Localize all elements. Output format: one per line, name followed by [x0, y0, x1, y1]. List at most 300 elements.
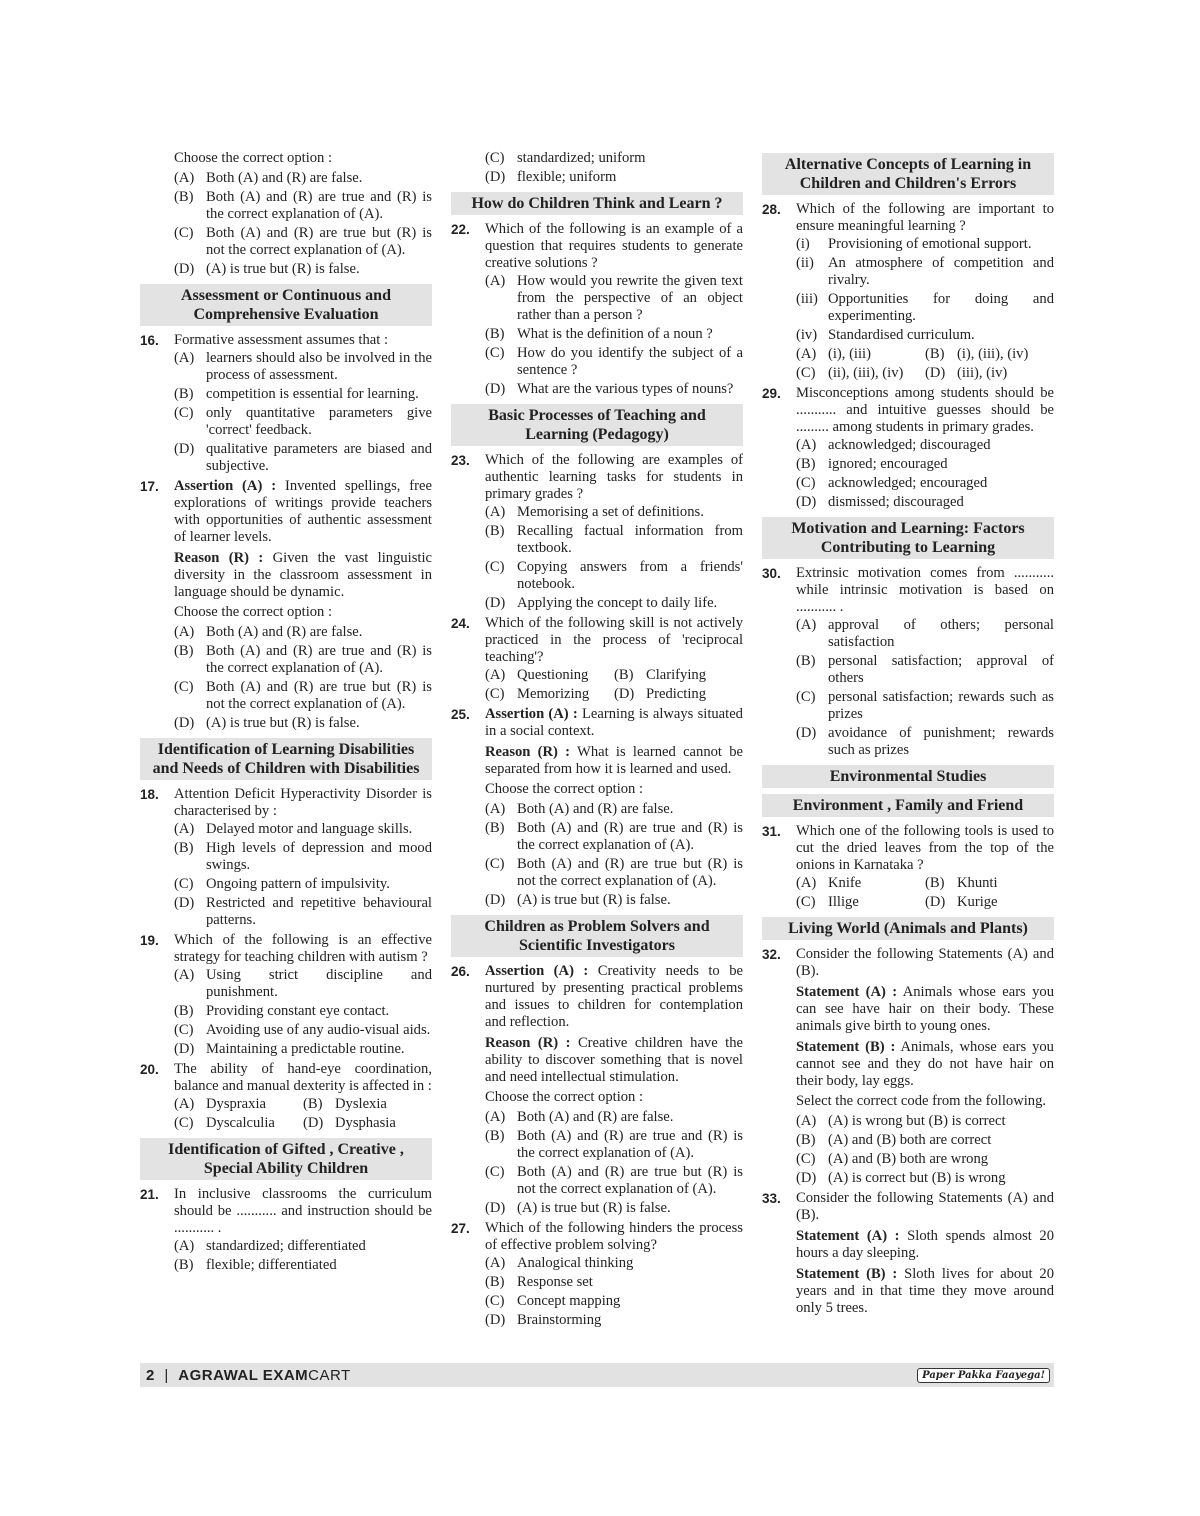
option-text: acknowledged; encouraged: [828, 475, 988, 491]
option-text: Knife: [828, 875, 862, 891]
statement-text: Sloth lives for about 20 years and in that time they move around only 5 trees.: [796, 1266, 1054, 1316]
option-label: (D): [174, 715, 195, 731]
option-text: avoidance of punishment; rewards such as prizes: [828, 725, 1054, 758]
question-number: 33.: [762, 1191, 781, 1206]
options-q22: [451, 273, 743, 398]
question-number: 30.: [762, 566, 781, 581]
option-item: [485, 1255, 743, 1272]
option-label: (A): [174, 624, 195, 640]
option-text: Questioning: [517, 667, 589, 683]
option-text: ignored; encouraged: [828, 456, 948, 472]
option-item: [174, 643, 432, 677]
option-text: Response set: [517, 1274, 593, 1290]
tagline-stamp: Paper Pakka Faayega!: [917, 1368, 1050, 1383]
option-item: [174, 386, 432, 403]
option-item: [485, 801, 743, 818]
option-item: [174, 840, 432, 874]
assertion-text: Invented spellings, free explorations of writings provide teachers with opportunities of authentic assessment of learner levels.: [174, 478, 432, 545]
option-label: (B): [485, 523, 505, 539]
question-text: Misconceptions among students should be ........... and intuitive guesses should be ......... among students in primary grades.: [796, 385, 1054, 435]
statement-text: Animals whose ears you can see have hair on their body. These animals give birth to young ones.: [796, 984, 1055, 1034]
option-label: (A): [174, 821, 195, 837]
option-label: (B): [174, 1003, 194, 1019]
question-number: 29.: [762, 386, 781, 401]
option-text: dismissed; discouraged: [828, 494, 964, 510]
question-text: In inclusive classrooms the curriculum should be ........... and instruction should be ........... .: [174, 1186, 432, 1236]
option-text: (A) and (B) both are wrong: [828, 1151, 989, 1167]
option-text: Brainstorming: [517, 1312, 602, 1328]
option-item: [174, 679, 432, 713]
option-row: [796, 346, 1054, 363]
option-text: How do you identify the subject of a sentence ?: [517, 345, 743, 378]
option-label: (C): [796, 1151, 816, 1167]
option-item: [174, 967, 432, 1001]
option-item: [796, 327, 1054, 344]
option-text: acknowledged; discouraged: [828, 437, 991, 453]
option-label: (C): [174, 225, 194, 241]
option-item: [485, 820, 743, 854]
question-number: 17.: [140, 479, 159, 494]
section-heading: How do Children Think and Learn ?: [451, 192, 743, 215]
option-item: [174, 624, 432, 641]
option-label: (C): [174, 876, 194, 892]
option-text: Dysphasia: [335, 1115, 396, 1131]
question-28: [762, 201, 1054, 235]
option-text: Both (A) and (R) are false.: [206, 170, 363, 186]
question-number: 28.: [762, 202, 781, 217]
options-q27: [451, 1255, 743, 1329]
option-row: [485, 686, 743, 703]
options-q23: [451, 504, 743, 612]
option-item: [485, 169, 743, 186]
option-item: [174, 821, 432, 838]
option-text: (A) is correct but (B) is wrong: [828, 1170, 1006, 1186]
choose-option-text: Choose the correct option :: [485, 1089, 644, 1105]
option-item: [174, 1041, 432, 1058]
reason-label: Reason (R) :: [174, 550, 264, 566]
statement-label: Statement (B) :: [796, 1266, 898, 1282]
options-q28: [762, 346, 1054, 382]
option-label: (C): [485, 1293, 505, 1309]
option-item: [174, 1238, 432, 1255]
options-q24: [451, 667, 743, 703]
option-text: Both (A) and (R) are true but (R) is not the correct explanation of (A).: [517, 856, 743, 889]
option-text: Illige: [828, 894, 859, 910]
option-item: [485, 856, 743, 890]
option-text: Clarifying: [646, 667, 706, 683]
option-label: (D): [614, 686, 635, 702]
question-text: Which of the following are important to ensure meaningful learning ?: [796, 201, 1054, 234]
option-item: [796, 456, 1054, 473]
option-text: (A) is true but (R) is false.: [206, 261, 360, 277]
option-item: [485, 1164, 743, 1198]
option-item: [485, 504, 743, 521]
option-label: (B): [485, 1128, 505, 1144]
section-heading: Basic Processes of Teaching and Learning (Pedagogy): [451, 404, 743, 446]
option-text: Dyspraxia: [206, 1096, 266, 1112]
reason-label: Reason (R) :: [485, 1035, 571, 1051]
reason-text: Creative children have the ability to discover something that is novel and need intellectual stimulation.: [485, 1035, 743, 1085]
option-text: (A) is true but (R) is false.: [517, 1200, 671, 1216]
option-text: flexible; uniform: [517, 169, 617, 185]
choose-option-text: Choose the correct option :: [485, 781, 644, 797]
page-number: 2: [146, 1366, 155, 1384]
statement-text: Animals, whose ears you cannot see and they do not have hair on their body, lay eggs.: [796, 1039, 1054, 1089]
statement-b-32: [796, 1039, 1054, 1090]
option-label: (A): [174, 967, 195, 983]
option-text: (i), (iii), (iv): [957, 346, 1029, 362]
question-number: 31.: [762, 824, 781, 839]
option-text: Providing constant eye contact.: [206, 1003, 390, 1019]
option-label: (D): [485, 381, 506, 397]
options-q30: [762, 617, 1054, 759]
option-row: [485, 667, 743, 684]
option-item: [303, 1096, 432, 1113]
question-26: [451, 963, 743, 1031]
option-label: (A): [796, 437, 817, 453]
option-label: (ii): [796, 255, 814, 271]
option-item: [925, 346, 1054, 363]
assertion-label: Assertion (A) :: [485, 706, 578, 722]
option-text: (i), (iii): [828, 346, 871, 362]
option-label: (C): [796, 365, 816, 381]
section-heading: Environmental Studies: [762, 765, 1054, 788]
question-22: [451, 221, 743, 272]
brand-logo: [178, 1367, 350, 1384]
option-item: [485, 1293, 743, 1310]
option-item: [174, 715, 432, 732]
section-heading: Assessment or Continuous and Comprehensive Evaluation: [140, 284, 432, 326]
options-q21-cont: [451, 150, 743, 186]
question-27: [451, 1220, 743, 1254]
section-heading: Children as Problem Solvers and Scientific Investigators: [451, 915, 743, 957]
option-label: (B): [796, 1132, 816, 1148]
option-text: competition is essential for learning.: [206, 386, 419, 402]
column-3: [762, 150, 1054, 1320]
option-text: (iii), (iv): [957, 365, 1008, 381]
choose-option-text: Choose the correct option :: [174, 150, 333, 166]
option-text: (A) is true but (R) is false.: [206, 715, 360, 731]
option-text: Ongoing pattern of impulsivity.: [206, 876, 390, 892]
option-text: Both (A) and (R) are true and (R) is the correct explanation of (A).: [517, 1128, 743, 1161]
option-label: (A): [796, 346, 817, 362]
option-text: Both (A) and (R) are true and (R) is the correct explanation of (A).: [517, 820, 743, 853]
option-text: Khunti: [957, 875, 998, 891]
option-label: (D): [485, 595, 506, 611]
option-item: [174, 1096, 303, 1113]
option-item: [485, 326, 743, 343]
option-label: (C): [796, 894, 816, 910]
option-item: [485, 345, 743, 379]
option-item: [174, 189, 432, 223]
option-item: [174, 1022, 432, 1039]
option-label: (B): [174, 189, 194, 205]
option-label: (C): [174, 679, 194, 695]
option-item: [614, 667, 743, 684]
option-item: [796, 365, 925, 382]
options-q16: [140, 350, 432, 475]
question-text: Formative assessment assumes that :: [174, 332, 389, 348]
option-item: [796, 291, 1054, 325]
option-item: [796, 653, 1054, 687]
options-q18: [140, 821, 432, 929]
option-text: Both (A) and (R) are true and (R) is the correct explanation of (A).: [206, 643, 432, 676]
choose-option-text: Choose the correct option :: [174, 604, 333, 620]
option-label: (C): [174, 1022, 194, 1038]
question-text: Which of the following is an example of a question that requires students to generate creative solutions ?: [485, 221, 743, 271]
option-item: [174, 261, 432, 278]
question-number: 23.: [451, 453, 470, 468]
option-item: [485, 892, 743, 909]
question-21: [140, 1186, 432, 1237]
brand-name-light: CART: [308, 1366, 351, 1384]
option-text: What are the various types of nouns?: [517, 381, 734, 397]
option-label: (iv): [796, 327, 818, 343]
statement-a-33: [796, 1228, 1054, 1262]
option-item: [485, 1312, 743, 1329]
question-number: 20.: [140, 1062, 159, 1077]
option-label: (C): [485, 686, 505, 702]
question-20: [140, 1061, 432, 1095]
options-q25: [451, 801, 743, 909]
section-heading: Identification of Learning Disabilities and Needs of Children with Disabilities: [140, 738, 432, 780]
option-label: (C): [485, 150, 505, 166]
option-item: [485, 559, 743, 593]
option-label: (A): [485, 1255, 506, 1271]
question-25: [451, 706, 743, 740]
option-label: (A): [485, 667, 506, 683]
question-text: Which one of the following tools is used to cut the dried leaves from the top of the onions in Karnataka ?: [796, 823, 1054, 873]
question-number: 16.: [140, 333, 159, 348]
option-label: (D): [485, 1312, 506, 1328]
option-item: [796, 1113, 1054, 1130]
question-number: 26.: [451, 964, 470, 979]
option-text: personal satisfaction; rewards such as prizes: [828, 689, 1054, 722]
option-text: Dyscalculia: [206, 1115, 275, 1131]
option-item: [174, 876, 432, 893]
question-text: Which of the following hinders the process of effective problem solving?: [485, 1220, 743, 1253]
option-item: [796, 894, 925, 911]
assertion-label: Assertion (A) :: [485, 963, 589, 979]
statement-a-32: [796, 984, 1054, 1035]
question-number: 19.: [140, 933, 159, 948]
option-row: [174, 1115, 432, 1132]
option-item: [925, 365, 1054, 382]
question-text: Which of the following skill is not actively practiced in the process of 'reciprocal teaching'?: [485, 615, 743, 665]
section-heading: Alternative Concepts of Learning in Children and Children's Errors: [762, 153, 1054, 195]
option-item: [303, 1115, 432, 1132]
option-row: [796, 894, 1054, 911]
option-label: (D): [925, 365, 946, 381]
reason-25: [485, 744, 743, 778]
options-q17: [140, 624, 432, 732]
question-17: [140, 478, 432, 546]
assertion-text: Learning is always situated in a social context.: [485, 706, 743, 739]
option-item: [796, 1170, 1054, 1187]
option-label: (A): [796, 875, 817, 891]
option-label: (A): [796, 617, 817, 633]
option-text: How would you rewrite the given text from the perspective of an object rather than a person ?: [517, 273, 743, 323]
option-text: standardized; uniform: [517, 150, 646, 166]
options-q15: [140, 170, 432, 278]
option-text: Both (A) and (R) are true and (R) is the correct explanation of (A).: [206, 189, 432, 222]
option-item: [485, 667, 614, 684]
reason-label: Reason (R) :: [485, 744, 571, 760]
option-text: (A) and (B) both are correct: [828, 1132, 992, 1148]
statements-q28: [762, 236, 1054, 344]
option-label: (B): [485, 820, 505, 836]
option-label: (D): [485, 892, 506, 908]
question-text: Which of the following are examples of authentic learning tasks for students in primary grades ?: [485, 452, 743, 502]
option-label: (A): [485, 1109, 506, 1125]
section-heading: Identification of Gifted , Creative , Special Ability Children: [140, 1138, 432, 1180]
option-item: [485, 273, 743, 324]
option-label: (C): [485, 856, 505, 872]
option-item: [796, 875, 925, 892]
option-text: qualitative parameters are biased and subjective.: [206, 441, 432, 474]
options-q19: [140, 967, 432, 1058]
option-item: [796, 236, 1054, 253]
option-text: only quantitative parameters give 'correct' feedback.: [206, 405, 432, 438]
option-item: [796, 1151, 1054, 1168]
option-item: [796, 494, 1054, 511]
page-footer: [140, 1363, 1054, 1387]
question-33: [762, 1190, 1054, 1224]
option-text: (A) is true but (R) is false.: [517, 892, 671, 908]
question-text: Consider the following Statements (A) and (B).: [796, 1190, 1054, 1223]
option-label: (B): [174, 1257, 194, 1273]
option-text: Avoiding use of any audio-visual aids.: [206, 1022, 431, 1038]
question-23: [451, 452, 743, 503]
options-q29: [762, 437, 1054, 511]
option-text: Analogical thinking: [517, 1255, 634, 1271]
option-text: (A) is wrong but (B) is correct: [828, 1113, 1006, 1129]
question-16: [140, 332, 432, 349]
select-code-text: Select the correct code from the following.: [796, 1093, 1047, 1109]
option-label: (C): [174, 1115, 194, 1131]
option-text: What is the definition of a noun ?: [517, 326, 713, 342]
option-label: (B): [174, 643, 194, 659]
option-text: Applying the concept to daily life.: [517, 595, 718, 611]
option-label: (B): [614, 667, 634, 683]
option-text: Dyslexia: [335, 1096, 387, 1112]
option-label: (D): [174, 1041, 195, 1057]
option-item: [796, 1132, 1054, 1149]
statement-label: Statement (A) :: [796, 1228, 900, 1244]
option-label: (B): [174, 840, 194, 856]
question-30: [762, 565, 1054, 616]
option-item: [614, 686, 743, 703]
question-18: [140, 786, 432, 820]
column-1: [140, 150, 432, 1276]
section-heading: Environment , Family and Friend: [762, 794, 1054, 817]
option-label: (i): [796, 236, 810, 252]
option-item: [485, 1109, 743, 1126]
statement-label: Statement (B) :: [796, 1039, 896, 1055]
option-label: (A): [174, 1238, 195, 1254]
option-label: (C): [796, 689, 816, 705]
question-text: Extrinsic motivation comes from ........... while intrinsic motivation is based on ........... .: [796, 565, 1054, 615]
option-text: approval of others; personal satisfaction: [828, 617, 1054, 650]
question-number: 25.: [451, 707, 470, 722]
option-text: Standardised curriculum.: [828, 327, 975, 343]
option-label: (A): [485, 801, 506, 817]
option-label: (D): [796, 725, 817, 741]
brand-name-bold: AGRAWAL EXAM: [178, 1366, 309, 1384]
question-text: Attention Deficit Hyperactivity Disorder is characterised by :: [174, 786, 432, 819]
option-label: (D): [796, 494, 817, 510]
reason-text: Given the vast linguistic diversity in the classroom assessment in language should be dynamic.: [174, 550, 432, 600]
section-heading: Motivation and Learning: Factors Contributing to Learning: [762, 517, 1054, 559]
option-text: learners should also be involved in the process of assessment.: [206, 350, 432, 383]
reason-17: [174, 550, 432, 601]
option-item: [796, 689, 1054, 723]
option-label: (A): [174, 1096, 195, 1112]
option-item: [485, 686, 614, 703]
option-label: (A): [174, 350, 195, 366]
option-label: (D): [796, 1170, 817, 1186]
section-heading: Living World (Animals and Plants): [762, 917, 1054, 940]
option-row: [174, 1096, 432, 1113]
option-label: (A): [485, 504, 506, 520]
option-text: Copying answers from a friends' notebook.: [517, 559, 743, 592]
option-item: [796, 475, 1054, 492]
option-item: [485, 595, 743, 612]
question-text: Consider the following Statements (A) and (B).: [796, 946, 1054, 979]
option-item: [796, 617, 1054, 651]
question-number: 18.: [140, 787, 159, 802]
option-label: (A): [796, 1113, 817, 1129]
option-item: [174, 1115, 303, 1132]
option-label: (C): [174, 405, 194, 421]
option-item: [174, 350, 432, 384]
option-text: Both (A) and (R) are false.: [517, 801, 674, 817]
option-label: (B): [485, 326, 505, 342]
option-item: [174, 1257, 432, 1274]
option-text: An atmosphere of competition and rivalry.: [828, 255, 1054, 288]
option-text: Memorizing: [517, 686, 590, 702]
question-31: [762, 823, 1054, 874]
option-label: (C): [796, 475, 816, 491]
question-32: [762, 946, 1054, 980]
statement-text: Sloth spends almost 20 hours a day sleeping.: [796, 1228, 1055, 1261]
option-text: Memorising a set of definitions.: [517, 504, 704, 520]
option-item: [485, 523, 743, 557]
option-label: (B): [174, 386, 194, 402]
statement-b-33: [796, 1266, 1054, 1317]
reason-text: What is learned cannot be separated from how it is learned and used.: [485, 744, 744, 777]
option-text: Delayed motor and language skills.: [206, 821, 413, 837]
option-item: [174, 895, 432, 929]
option-label: (D): [174, 895, 195, 911]
question-text: Which of the following is an effective strategy for teaching children with autism ?: [174, 932, 432, 965]
option-item: [485, 1200, 743, 1217]
option-text: Kurige: [957, 894, 998, 910]
option-item: [925, 894, 1054, 911]
options-q31: [762, 875, 1054, 911]
question-number: 27.: [451, 1221, 470, 1236]
option-label: (A): [174, 170, 195, 186]
options-q26: [451, 1109, 743, 1217]
option-item: [174, 441, 432, 475]
option-row: [796, 875, 1054, 892]
option-text: Opportunities for doing and experimenting.: [828, 291, 1054, 324]
option-text: Restricted and repetitive behavioural patterns.: [206, 895, 432, 928]
option-item: [796, 255, 1054, 289]
option-label: (D): [925, 894, 946, 910]
option-label: (B): [303, 1096, 323, 1112]
option-item: [174, 405, 432, 439]
